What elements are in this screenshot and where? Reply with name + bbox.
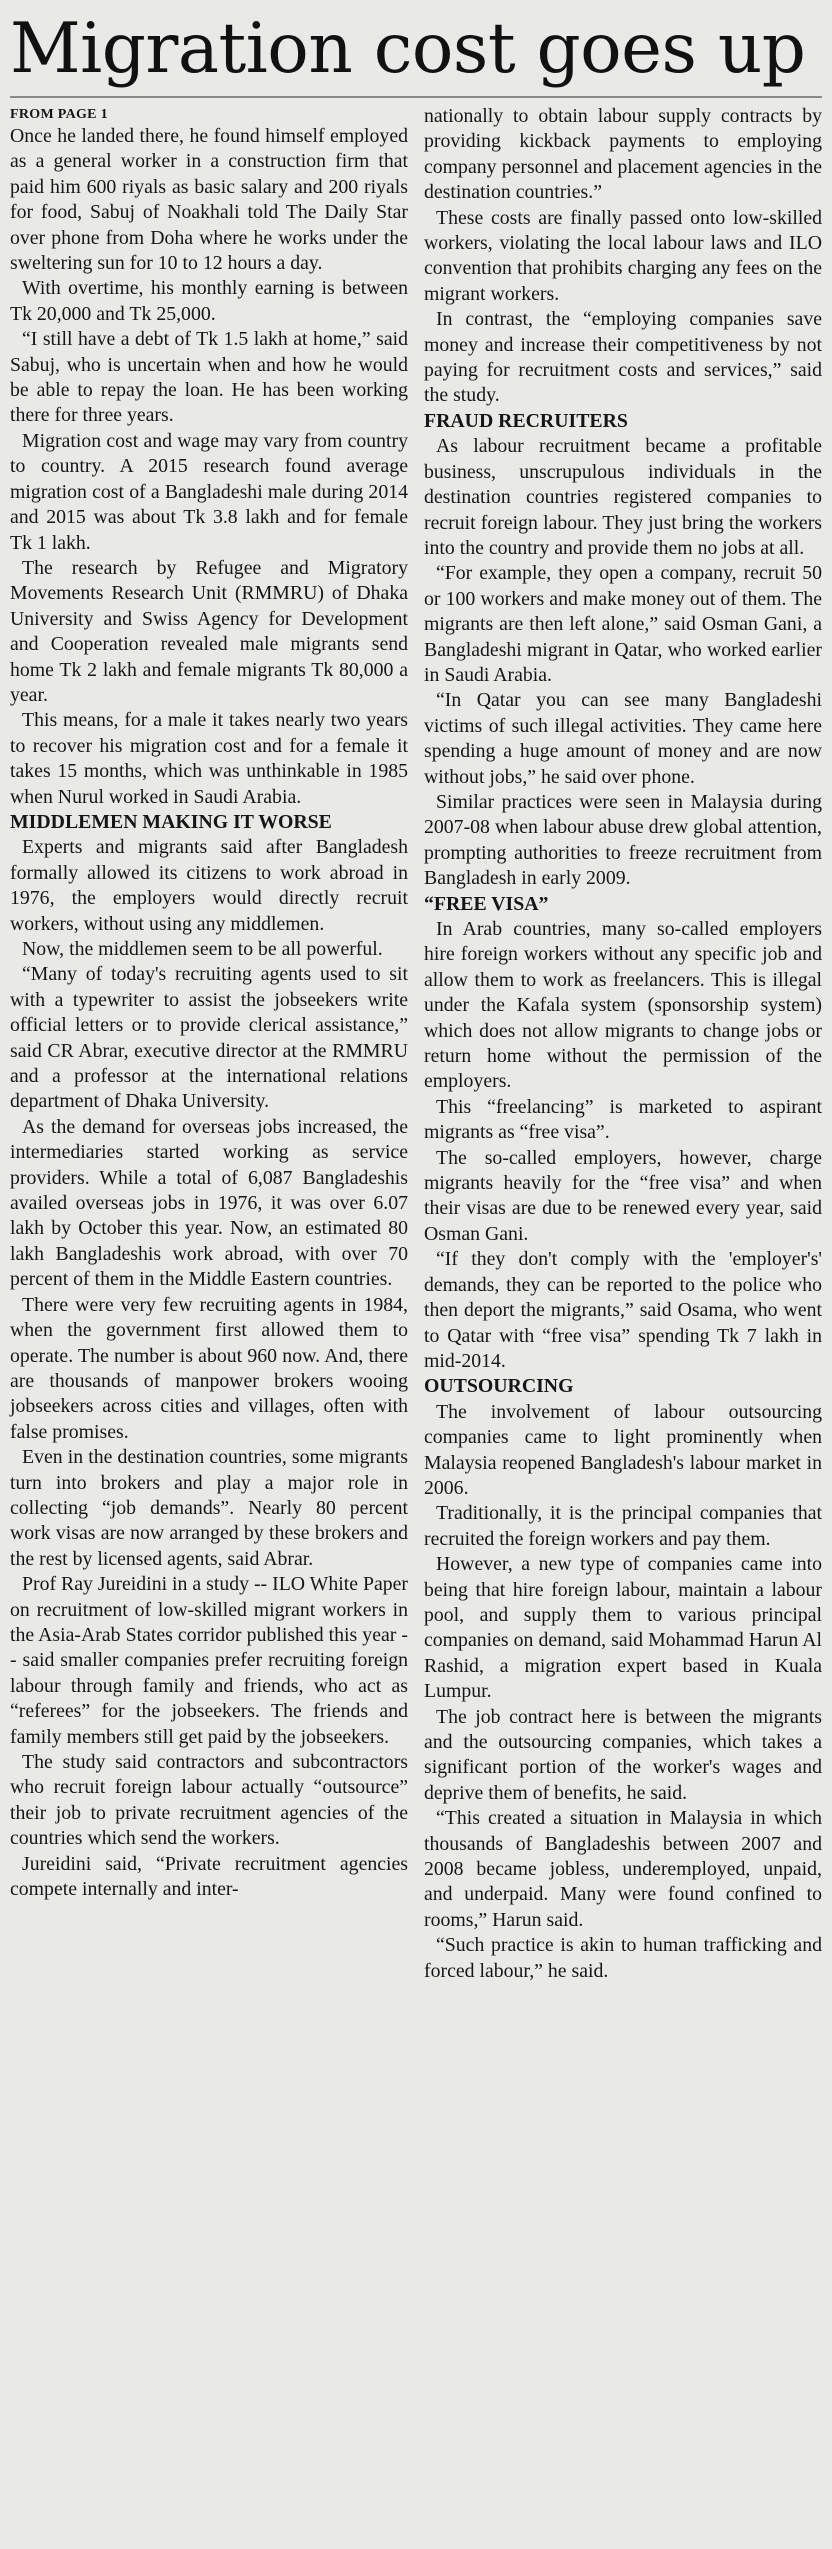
paragraph: The study said contractors and subcontractors who recruit foreign labour actually “outsource” their job to private recruitment agencies of the countries which send the workers. — [10, 1751, 408, 1850]
paragraph: Jureidini said, “Private recruitment agencies compete internally and inter- — [10, 1852, 408, 1901]
paragraph: “Many of today's recruiting agents used to sit with a typewriter to assist the jobseekers write official letters or to provide clerical assistance,” said CR Abrar, executive director at the RMMRU and a professor at the international relations department of Dhaka University. — [10, 963, 408, 1113]
right-column — [424, 104, 822, 1984]
paragraph: In Arab countries, many so-called employers hire foreign workers without any specific job and allow them to work as freelancers. This is illegal under the Kafala system (sponsorship system) which does not allow migrants to change jobs or return home without the permission of the employers. — [424, 918, 822, 1093]
left-column — [10, 104, 408, 1984]
section-subhead: OUTSOURCING — [424, 1375, 574, 1398]
paragraph: Migration cost and wage may vary from country to country. A 2015 research found average migration cost of a Bangladeshi male during 2014 and 2015 was about Tk 3.8 lakh and for female Tk 1 lakh. — [10, 429, 408, 554]
paragraph: “In Qatar you can see many Bangladeshi victims of such illegal activities. They came here spending a huge amount of money and are now without jobs,” he said over phone. — [424, 689, 822, 788]
paragraph: This “freelancing” is marketed to aspirant migrants as “free visa”. — [424, 1095, 822, 1144]
paragraph: “Such practice is akin to human trafficking and forced labour,” he said. — [424, 1934, 822, 1982]
paragraph: In contrast, the “employing companies save money and increase their competitiveness by not paying for recruitment costs and services,” said the study. — [424, 308, 822, 407]
paragraph: The job contract here is between the migrants and the outsourcing companies, which takes a significant portion of the worker's wages and deprive them of benefits, he said. — [424, 1705, 822, 1804]
paragraph: “I still have a debt of Tk 1.5 lakh at home,” said Sabuj, who is uncertain when and how he would be able to repay the loan. He has been working there for three years. — [10, 328, 408, 427]
paragraph: “This created a situation in Malaysia in which thousands of Bangladeshis between 2007 and 2008 became jobless, underemployed, unpaid, and underpaid. Many were found confined to rooms,” Harun said. — [424, 1807, 822, 1931]
paragraph: “If they don't comply with the 'employer's' demands, they can be reported to the police who then deport the migrants,” said Osama, who went to Qatar with “free visa” spending Tk 7 lakh in mid-2014. — [424, 1248, 822, 1372]
kicker: FROM PAGE 1 — [10, 107, 108, 122]
headline-rule — [10, 96, 822, 98]
paragraph: “For example, they open a company, recruit 50 or 100 workers and make money out of them. The migrants are then left alone,” said Osman Gani, a Bangladeshi migrant in Qatar, who worked earlier in Saudi Arabia. — [424, 562, 822, 686]
paragraph: These costs are finally passed onto low-skilled workers, violating the local labour laws and ILO convention that prohibits charging any fees on the migrant workers. — [424, 206, 822, 305]
paragraph: Traditionally, it is the principal companies that recruited the foreign workers and pay them. — [424, 1502, 822, 1550]
section-subhead: MIDDLEMEN MAKING IT WORSE — [10, 810, 332, 833]
paragraph: Now, the middlemen seem to be all powerful. — [22, 938, 383, 960]
paragraph: The so-called employers, however, charge migrants heavily for the “free visa” and when their visas are due to be renewed every year, said Osman Gani. — [424, 1146, 822, 1245]
paragraph: Once he landed there, he found himself employed as a general worker in a construction firm that paid him 600 riyals as basic salary and 200 riyals for food, Sabuj of Noakhali told The Daily Star over phone from Doha where he works under the sweltering sun for 10 to 12 hours a day. — [10, 125, 408, 275]
section-subhead: FRAUD RECRUITERS — [424, 409, 628, 432]
paragraph: Experts and migrants said after Bangladesh formally allowed its citizens to work abroad in 1976, the employers would directly recruit workers, without using any middlemen. — [10, 836, 408, 935]
paragraph: Prof Ray Jureidini in a study -- ILO White Paper on recruitment of low-skilled migrant workers in the Asia-Arab States corridor published this year -- said smaller companies prefer recruiting foreign labour through family and friends, who act as “referees” for the jobseekers. The friends and family members still get paid by the jobseekers. — [10, 1573, 408, 1748]
article-columns — [10, 104, 822, 1984]
paragraph: nationally to obtain labour supply contracts by providing kickback payments to employing company personnel and placement agencies in the destination countries.” — [424, 105, 822, 204]
paragraph: With overtime, his monthly earning is between Tk 20,000 and Tk 25,000. — [10, 277, 408, 325]
paragraph: Even in the destination countries, some migrants turn into brokers and play a major role in collecting “job demands”. Nearly 80 percent work visas are now arranged by these brokers and the rest by licensed agents, said Abrar. — [10, 1446, 408, 1570]
headline: Migration cost goes up — [10, 9, 806, 89]
section-subhead: “FREE VISA” — [424, 892, 549, 915]
paragraph: As the demand for overseas jobs increased, the intermediaries started working as service providers. While a total of 6,087 Bangladeshis availed overseas jobs in 1976, it was over 6.07 lakh by October this year. Now, an estimated 80 lakh Bangladeshis work abroad, with over 70 percent of them in the Middle Eastern countries. — [10, 1115, 408, 1291]
paragraph: As labour recruitment became a profitable business, unscrupulous individuals in the destination countries registered companies to recruit foreign labour. They just bring the workers into the country and provide them no jobs at all. — [424, 435, 822, 559]
paragraph: The involvement of labour outsourcing companies came to light prominently when Malaysia reopened Bangladesh's labour market in 2006. — [424, 1400, 822, 1499]
paragraph: There were very few recruiting agents in 1984, when the government first allowed them to operate. The number is about 960 now. And, there are thousands of manpower brokers wooing jobseekers across cities and villages, often with false promises. — [10, 1293, 408, 1443]
paragraph: However, a new type of companies came into being that hire foreign labour, maintain a labour pool, and supply them to various principal companies on demand, said Mohammad Harun Al Rashid, a migration expert based in Kuala Lumpur. — [424, 1553, 822, 1703]
paragraph: Similar practices were seen in Malaysia during 2007-08 when labour abuse drew global attention, prompting authorities to freeze recruitment from Bangladesh in early 2009. — [424, 790, 822, 890]
paragraph: The research by Refugee and Migratory Movements Research Unit (RMMRU) of Dhaka University and Swiss Agency for Development and Cooperation revealed male migrants send home Tk 2 lakh and female migrants Tk 80,000 a year. — [10, 556, 408, 706]
paragraph: This means, for a male it takes nearly two years to recover his migration cost and for a female it takes 15 months, which was unthinkable in 1985 when Nurul worked in Saudi Arabia. — [10, 709, 408, 808]
